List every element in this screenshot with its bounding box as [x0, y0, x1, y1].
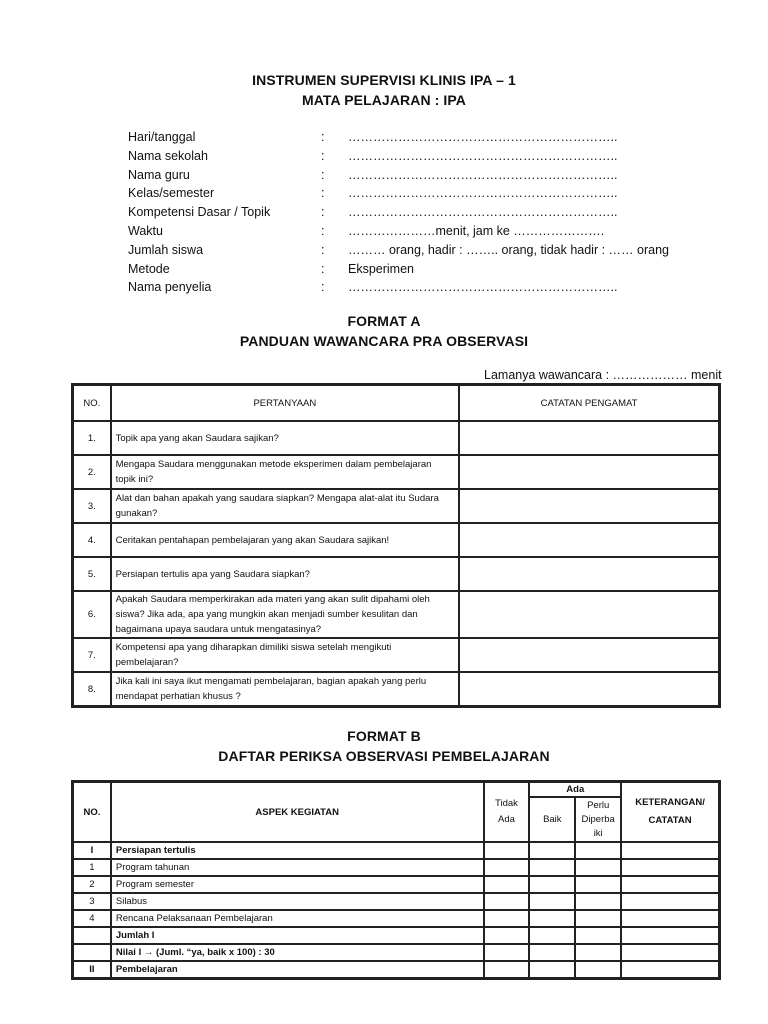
info-label: Nama penyelia: [128, 280, 212, 294]
notes-cell[interactable]: [621, 842, 719, 859]
row-question: Ceritakan pentahapan pembelajaran yang akan Saudara sajikan!: [111, 523, 460, 557]
row-number: [73, 927, 111, 944]
info-value: ………………………………………………………..: [348, 205, 618, 219]
table-row: [73, 672, 719, 706]
format-a-subtitle: PANDUAN WAWANCARA PRA OBSERVASI: [239, 333, 529, 349]
format-b-subtitle: DAFTAR PERIKSA OBSERVASI PEMBELAJARAN: [218, 748, 550, 764]
row-question: Topik apa yang akan Saudara sajikan?: [111, 421, 460, 455]
info-label: Kelas/semester: [128, 186, 215, 200]
info-colon: :: [321, 224, 325, 238]
info-label: Metode: [128, 262, 170, 276]
row-number: 8.: [73, 672, 111, 706]
table-row: [73, 910, 719, 927]
document-title: INSTRUMEN SUPERVISI KLINIS IPA – 1: [252, 72, 516, 88]
notes-cell[interactable]: [621, 910, 719, 927]
observer-notes-cell[interactable]: [459, 455, 719, 489]
row-question: Mengapa Saudara menggunakan metode eksperimen dalam pembelajaran topik ini?: [111, 455, 460, 489]
check-cell-needs-improvement[interactable]: [575, 859, 621, 876]
check-cell-needs-improvement[interactable]: [575, 927, 621, 944]
observation-checklist-table: [71, 780, 721, 980]
check-cell-needs-improvement[interactable]: [575, 910, 621, 927]
table-row: [73, 859, 719, 876]
table-row: [73, 591, 719, 638]
table-row: [73, 455, 719, 489]
check-cell-good[interactable]: [529, 842, 575, 859]
observer-notes-cell[interactable]: [459, 557, 719, 591]
header-needs-line3: iki: [593, 827, 603, 839]
table-row: [73, 842, 719, 859]
row-number: 2.: [73, 455, 111, 489]
check-cell-good[interactable]: [529, 961, 575, 978]
observer-notes-cell[interactable]: [459, 591, 719, 638]
header-no: NO.: [73, 782, 111, 842]
row-number: 3.: [73, 489, 111, 523]
check-cell-good[interactable]: [529, 944, 575, 961]
format-a-title: FORMAT A: [347, 313, 421, 329]
header-aspect: ASPEK KEGIATAN: [111, 782, 484, 842]
table-row: [73, 638, 719, 672]
table-row: [73, 961, 719, 978]
table-row: [73, 421, 719, 455]
check-cell-needs-improvement[interactable]: [575, 961, 621, 978]
info-value: …………………menit, jam ke ………………….: [348, 224, 605, 238]
row-aspect: Program semester: [111, 876, 484, 893]
observer-notes-cell[interactable]: [459, 489, 719, 523]
check-cell-not-present[interactable]: [484, 910, 530, 927]
check-cell-good[interactable]: [529, 876, 575, 893]
header-question: PERTANYAAN: [111, 385, 460, 421]
header-notes-line2: CATATAN: [648, 815, 692, 826]
row-number: [73, 944, 111, 961]
row-aspect: Jumlah I: [111, 927, 484, 944]
row-number: 3: [73, 893, 111, 910]
row-aspect: Pembelajaran: [111, 961, 484, 978]
table-header-row: [73, 385, 719, 421]
info-colon: :: [321, 149, 325, 163]
notes-cell[interactable]: [621, 961, 719, 978]
header-not-present-line2: Ada: [498, 814, 515, 825]
notes-cell[interactable]: [621, 944, 719, 961]
info-value: ………………………………………………………..: [348, 280, 618, 294]
row-number: 5.: [73, 557, 111, 591]
check-cell-good[interactable]: [529, 910, 575, 927]
subject-title: MATA PELAJARAN : IPA: [301, 92, 467, 108]
format-b-title: FORMAT B: [347, 728, 421, 744]
notes-cell[interactable]: [621, 876, 719, 893]
info-colon: :: [321, 168, 325, 182]
info-colon: :: [321, 262, 325, 276]
table-row: [73, 944, 719, 961]
header-needs-improvement: [575, 797, 621, 842]
notes-cell[interactable]: [621, 927, 719, 944]
check-cell-needs-improvement[interactable]: [575, 944, 621, 961]
row-aspect: Silabus: [111, 893, 484, 910]
row-number: 2: [73, 876, 111, 893]
check-cell-good[interactable]: [529, 893, 575, 910]
info-colon: :: [321, 205, 325, 219]
row-aspect: Program tahunan: [111, 859, 484, 876]
row-aspect: Nilai I → (Juml. “ya, baik x 100) : 30: [111, 944, 484, 961]
check-cell-not-present[interactable]: [484, 961, 530, 978]
observer-notes-cell[interactable]: [459, 638, 719, 672]
row-number: 6.: [73, 591, 111, 638]
observer-notes-cell[interactable]: [459, 523, 719, 557]
check-cell-not-present[interactable]: [484, 842, 530, 859]
table-row: [73, 557, 719, 591]
info-colon: :: [321, 130, 325, 144]
info-label: Jumlah siswa: [128, 243, 204, 257]
header-notes-line1: KETERANGAN/: [635, 797, 705, 808]
row-question: Kompetensi apa yang diharapkan dimiliki siswa setelah mengikuti pembelajaran?: [111, 638, 460, 672]
info-label: Kompetensi Dasar / Topik: [128, 205, 271, 219]
check-cell-needs-improvement[interactable]: [575, 893, 621, 910]
header-needs-line1: Perlu: [587, 799, 610, 811]
check-cell-needs-improvement[interactable]: [575, 876, 621, 893]
info-colon: :: [321, 280, 325, 294]
table-row: [73, 927, 719, 944]
check-cell-not-present[interactable]: [484, 944, 530, 961]
table-row: [73, 489, 719, 523]
row-number: 1: [73, 859, 111, 876]
info-value: ………………………………………………………..: [348, 186, 618, 200]
row-number: II: [73, 961, 111, 978]
header-not-present: [484, 782, 530, 842]
observer-notes-cell[interactable]: [459, 421, 719, 455]
notes-cell[interactable]: [621, 859, 719, 876]
table-row: [73, 876, 719, 893]
info-value: ………………………………………………………..: [348, 149, 618, 163]
info-colon: :: [321, 243, 325, 257]
header-needs-line2: Diperba: [581, 813, 615, 825]
check-cell-needs-improvement[interactable]: [575, 842, 621, 859]
info-value: Eksperimen: [348, 262, 414, 276]
info-label: Hari/tanggal: [128, 130, 196, 144]
info-value: ………………………………………………………..: [348, 168, 618, 182]
row-question: Alat dan bahan apakah yang saudara siapkan? Mengapa alat-alat itu Sudara gunakan?: [111, 489, 460, 523]
info-value: ………………………………………………………..: [348, 130, 618, 144]
check-cell-not-present[interactable]: [484, 859, 530, 876]
row-aspect: Persiapan tertulis: [111, 842, 484, 859]
check-cell-not-present[interactable]: [484, 876, 530, 893]
row-number: 7.: [73, 638, 111, 672]
check-cell-not-present[interactable]: [484, 927, 530, 944]
row-question: Apakah Saudara memperkirakan ada materi yang akan sulit dipahami oleh siswa? Jika ada, apa yang mungkin akan menjadi sumber kesulitan dan bagaimana upaya saudara untuk mengatasinya?: [111, 591, 460, 638]
info-label: Nama sekolah: [128, 149, 208, 163]
header-notes: CATATAN PENGAMAT: [459, 385, 719, 421]
row-number: 4: [73, 910, 111, 927]
row-number: 1.: [73, 421, 111, 455]
row-number: I: [73, 842, 111, 859]
info-label: Waktu: [128, 224, 163, 238]
observer-notes-cell[interactable]: [459, 672, 719, 706]
info-label: Nama guru: [128, 168, 190, 182]
table-header-row: [73, 782, 719, 797]
check-cell-not-present[interactable]: [484, 893, 530, 910]
table-row: [73, 893, 719, 910]
row-aspect: Rencana Pelaksanaan Pembelajaran: [111, 910, 484, 927]
row-question: Jika kali ini saya ikut mengamati pembelajaran, bagian apakah yang perlu mendapat perhatian khusus ?: [111, 672, 460, 706]
header-present: Ada: [529, 782, 621, 797]
interview-table: [71, 383, 721, 708]
row-number: 4.: [73, 523, 111, 557]
header-notes: [621, 782, 719, 842]
header-not-present-line1: Tidak: [495, 798, 518, 809]
header-good: Baik: [529, 797, 575, 842]
header-no: NO.: [73, 385, 111, 421]
table-row: [73, 523, 719, 557]
check-cell-good[interactable]: [529, 927, 575, 944]
info-colon: :: [321, 186, 325, 200]
row-question: Persiapan tertulis apa yang Saudara siapkan?: [111, 557, 460, 591]
info-value: ……… orang, hadir : …….. orang, tidak hadir : …… orang: [348, 243, 669, 257]
notes-cell[interactable]: [621, 893, 719, 910]
check-cell-good[interactable]: [529, 859, 575, 876]
interview-duration: Lamanya wawancara : ……………… menit: [484, 368, 722, 382]
